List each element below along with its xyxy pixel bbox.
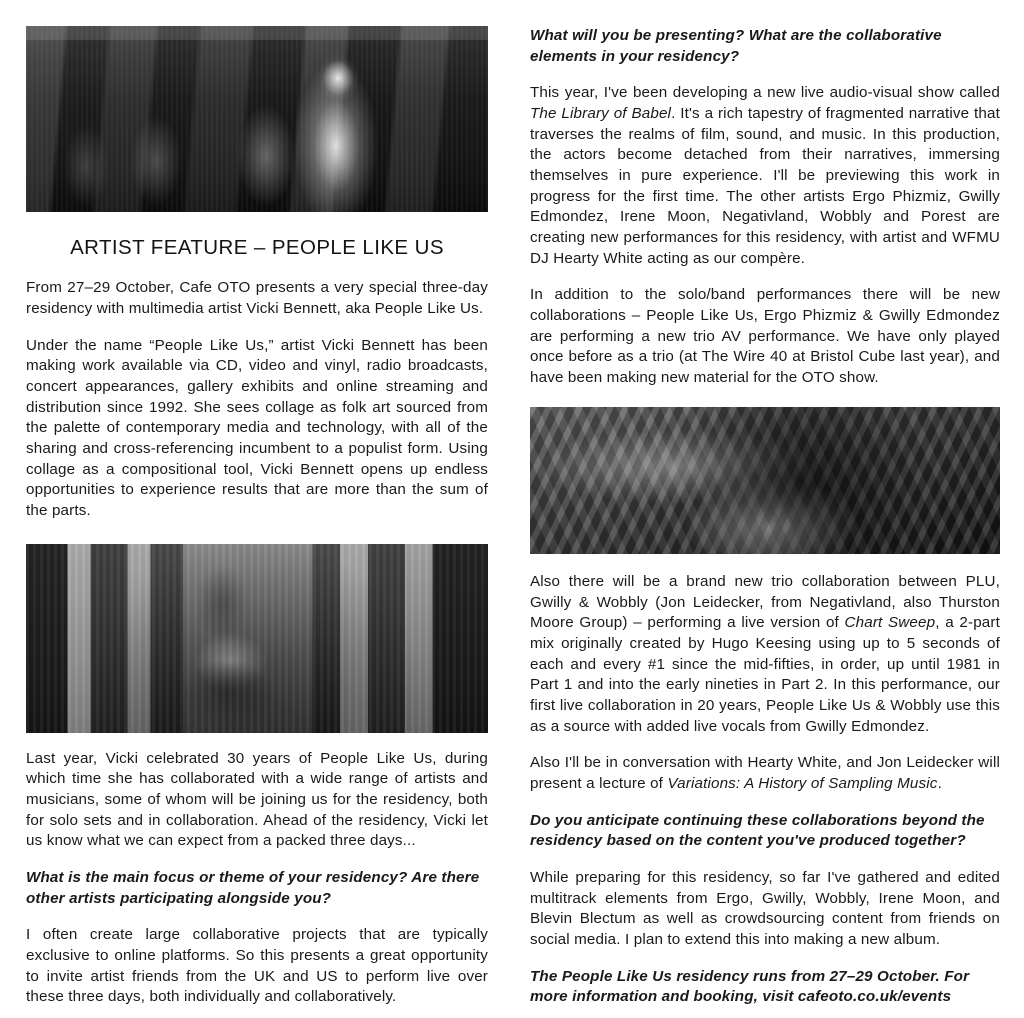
answer-5-text-a: Also I'll be in conversation with Hearty White, and Jon Leidecker will present a lecture of (530, 754, 1000, 792)
interview-answer-3: In addition to the solo/band performances there will be new collaborations – People Like Us, Ergo Phizmiz & Gwilly Edmondez are performing a new trio AV performance. We have only played once before as a trio (at The Wire 40 at Bristol Cube last year), and have been making new material for the OTO show. (530, 286, 1000, 387)
left-column (26, 26, 488, 1008)
answer-4-text-a: Also there will be a brand new trio collaboration between PLU, Gwilly & Wobbly (Jon Leidecker, from Negativland, also Thurston Moore Group) – performing a live version of (530, 572, 1000, 632)
answer-2-text-b: . It's a rich tapestry of fragmented narrative that traverses the realms of film, sound, and music. In this production, the actors become detached from their narratives, immersing themselves in pure experience. I'll be previewing this work in progress for the first time. The other artists Ergo Phizmiz, Gwilly Edmondez, Irene Moon, Negativland, Wobbly and Porest are creating new performances for this residency, with artist and WFMU DJ Hearty White acting as our compère. (530, 105, 1000, 267)
interview-answer-2 (530, 83, 1000, 269)
bio-paragraph: Under the name “People Like Us,” artist Vicki Bennett has been making work available via CD, video and vinyl, radio broadcasts, concert appearances, gallery exhibits and online streaming and distribution since 1992. She sees collage as folk art sourced from the palette of contemporary media and technology, with all of the sharing and cross-referencing incumbent to a populist form. Using collage as a compositional tool, Vicki Bennett opens up endless opportunities to experience results that are more than the sum of the parts. (26, 336, 488, 520)
photo-ornate-room-chair (26, 544, 488, 733)
right-column (530, 26, 1000, 1008)
photo-shopfront-woman (26, 26, 488, 212)
answer-2-text-a: This year, I've been developing a new live audio-visual show called (530, 84, 1000, 102)
answer-5-text-b: . (937, 774, 942, 792)
anniversary-paragraph: Last year, Vicki celebrated 30 years of People Like Us, during which time she has collaborated with a wide range of artists and musicians, some of whom will be joining us for the residency, both for solo sets and in collaboration. Ahead of the residency, Vicki let us know what we can expect from a packed three days... (26, 749, 488, 850)
interview-answer-4 (530, 572, 1000, 737)
interview-question-1: What is the main focus or theme of your residency? Are there other artists participating alongside you? (26, 868, 480, 907)
interview-answer-6: While preparing for this residency, so far I've gathered and edited multitrack elements from Ergo, Gwilly, Wobbly, Irene Moon, and Blevin Blectum as well as crowdsourcing content from friends on social media. I plan to extend this into making a new album. (530, 868, 1000, 948)
interview-answer-5 (530, 753, 1000, 794)
page-title: ARTIST FEATURE – PEOPLE LIKE US (70, 236, 444, 260)
intro-paragraph: From 27–29 October, Cafe OTO presents a very special three-day residency with multimedia artist Vicki Bennett, aka People Like Us. (26, 279, 488, 317)
residency-booking-note: The People Like Us residency runs from 27–29 October. For more information and booking, visit cafeoto.co.uk/events (530, 967, 970, 1006)
work-title-variations: Variations: A History of Sampling Music (667, 774, 938, 792)
interview-answer-1: I often create large collaborative projects that are typically exclusive to online platforms. So this presents a great opportunity to invite artist friends from the UK and US to perform live over these three days, both individually and collaboratively. (26, 926, 488, 1006)
interview-question-3: Do you anticipate continuing these collaborations beyond the residency based on the content you've produced together? (530, 811, 985, 850)
answer-4-text-b: , a 2-part mix originally created by Hugo Keesing using up to 5 seconds of each and every #1 since the mid-fifties, in order, up until 1981 in Part 1 and into the early nineties in Part 2. In this performance, our first live collaboration in 20 years, People Like Us & Wobbly use this as a source with added live vocals from Gwilly Edmondez. (530, 614, 1000, 735)
work-title-library-of-babel: The Library of Babel (530, 105, 672, 123)
photo-abstract-texture (530, 407, 1000, 554)
interview-question-2: What will you be presenting? What are the collaborative elements in your residency? (530, 27, 942, 65)
work-title-chart-sweep: Chart Sweep (844, 614, 936, 632)
